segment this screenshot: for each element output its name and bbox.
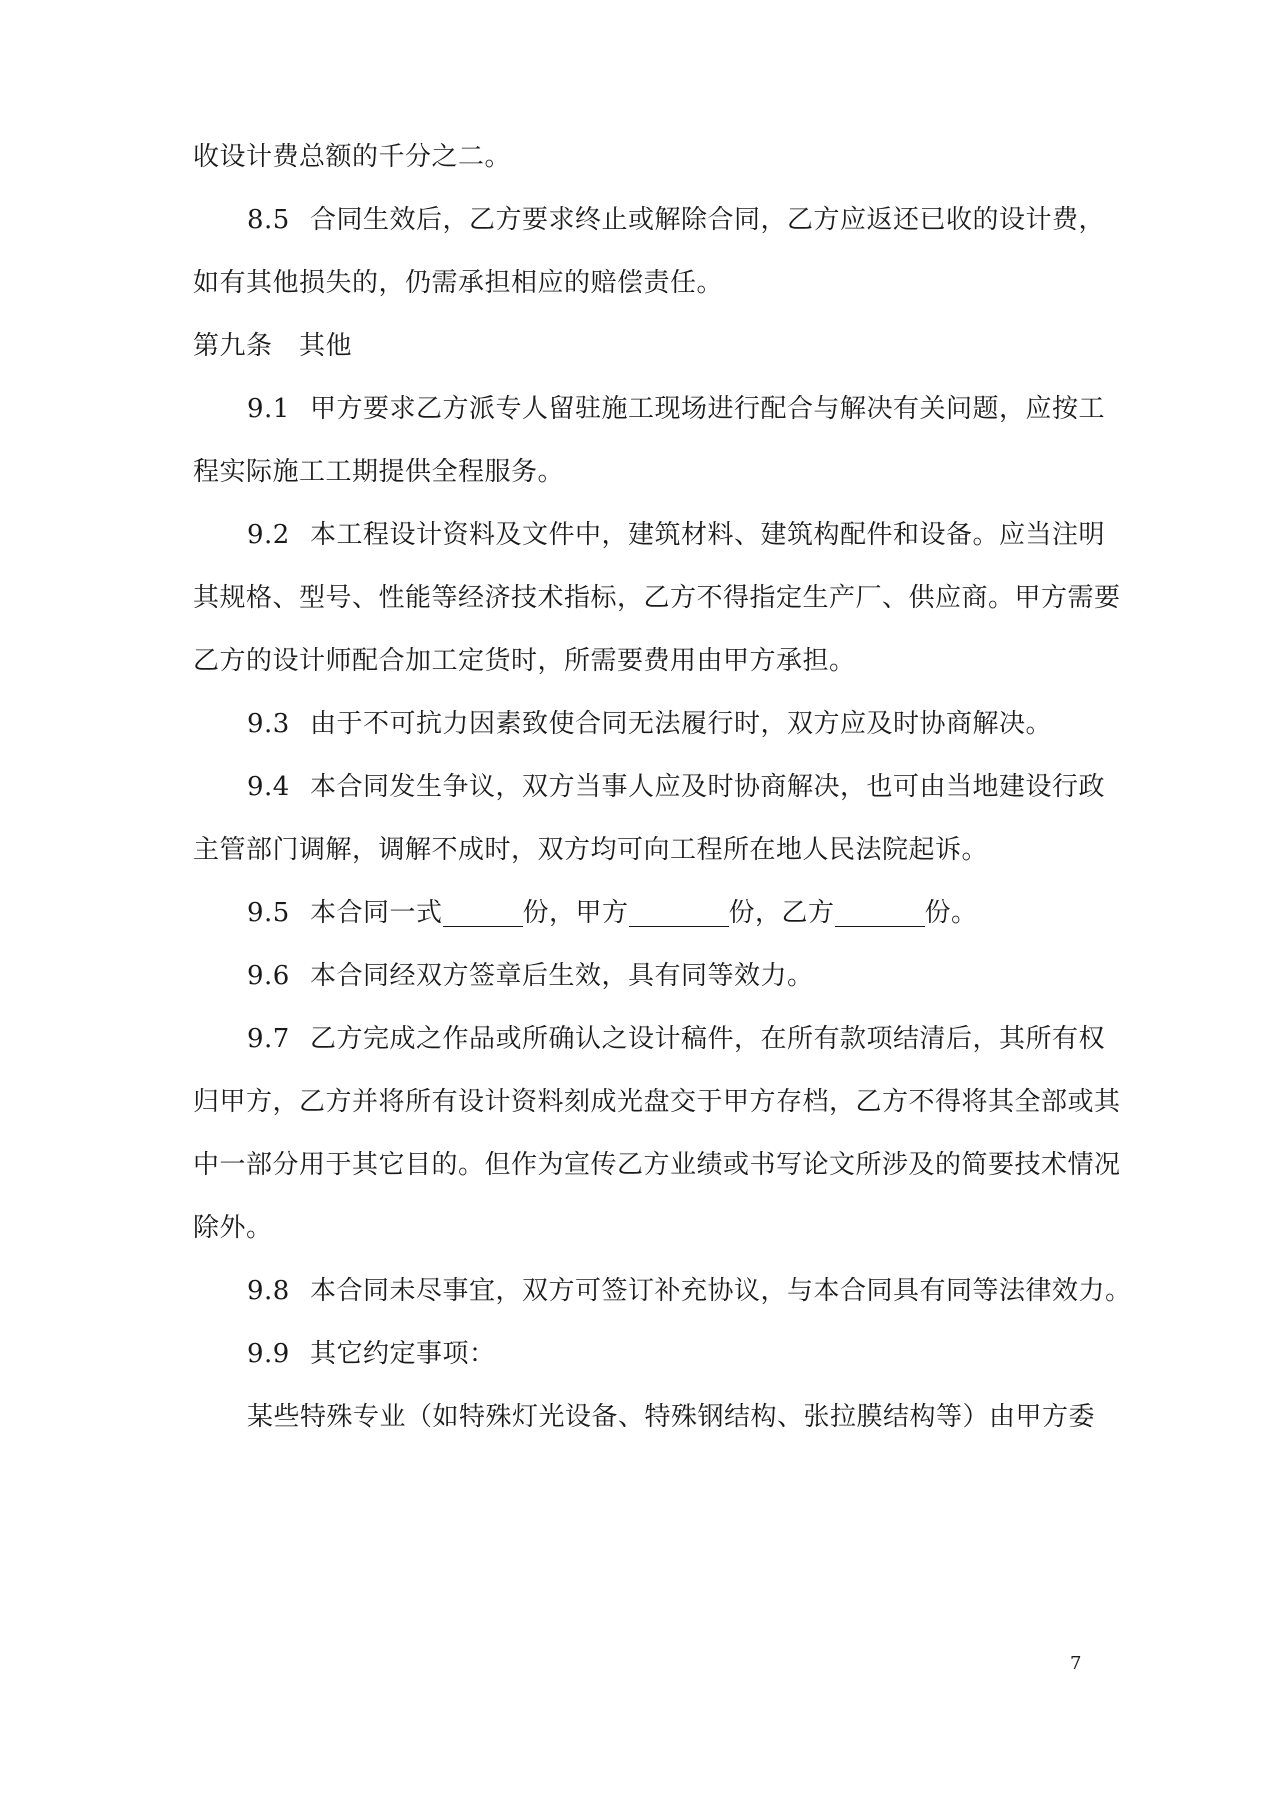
clause-8-5-line-2: 如有其他损失的，仍需承担相应的赔偿责任。 [193, 268, 724, 298]
clause-number: 9.7 [247, 1024, 290, 1054]
text-line: 某些特殊专业（如特殊灯光设备、特殊钢结构、张拉膜结构等）由甲方委 [247, 1402, 1096, 1432]
clause-number: 9.5 [247, 898, 290, 928]
text-line: 收设计费总额的千分之二。 [193, 142, 512, 172]
clause-9-8-line-1 [247, 1271, 1132, 1311]
clause-number: 9.2 [247, 520, 290, 550]
clause-9-1-line-1 [247, 389, 1105, 429]
clause-text: 其它约定事项： [310, 1339, 496, 1369]
clause-text: 份。 [924, 898, 978, 928]
article-9-heading: 第九条 其他 [193, 331, 353, 361]
copies-party-a-blank[interactable] [629, 896, 729, 927]
clause-text: 合同生效后，乙方要求终止或解除合同，乙方应返还已收的设计费， [310, 205, 1106, 235]
clause-9-6-line-1 [247, 956, 814, 996]
clause-9-9-line-1 [247, 1334, 496, 1374]
clause-text: 本合同发生争议，双方当事人应及时协商解决，也可由当地建设行政 [310, 772, 1106, 802]
clause-text: 乙方完成之作品或所确认之设计稿件，在所有款项结清后，其所有权 [310, 1024, 1106, 1054]
clause-text: 份，乙方 [728, 898, 835, 928]
clause-9-3-line-1 [247, 704, 1052, 744]
clause-9-7-line-3: 中一部分用于其它目的。但作为宣传乙方业绩或书写论文所涉及的简要技术情况 [193, 1150, 1121, 1180]
page-number: 7 [1070, 1653, 1082, 1674]
clause-9-7-line-2: 归甲方，乙方并将所有设计资料刻成光盘交于甲方存档，乙方不得将其全部或其 [193, 1087, 1121, 1117]
clause-text: 由于不可抗力因素致使合同无法履行时，双方应及时协商解决。 [310, 709, 1053, 739]
copies-party-b-blank[interactable] [835, 896, 925, 927]
clause-9-1-line-2: 程实际施工工期提供全程服务。 [193, 457, 565, 487]
clause-9-2-line-1 [247, 515, 1105, 555]
clause-9-7-line-4: 除外。 [193, 1213, 273, 1243]
clause-number: 8.5 [247, 205, 290, 235]
clause-number: 9.6 [247, 961, 290, 991]
copies-total-blank[interactable] [443, 896, 523, 927]
clause-text: 本合同经双方签章后生效，具有同等效力。 [310, 961, 814, 991]
clause-text: 本合同未尽事宜，双方可签订补充协议，与本合同具有同等法律效力。 [310, 1276, 1132, 1306]
clause-text: 本工程设计资料及文件中，建筑材料、建筑构配件和设备。应当注明 [310, 520, 1106, 550]
clause-9-4-line-1 [247, 767, 1105, 807]
clause-text: 份，甲方 [522, 898, 629, 928]
clause-number: 9.4 [247, 772, 290, 802]
clause-9-4-line-2: 主管部门调解，调解不成时，双方均可向工程所在地人民法院起诉。 [193, 835, 989, 865]
clause-text: 甲方要求乙方派专人留驻施工现场进行配合与解决有关问题，应按工 [310, 394, 1106, 424]
clause-number: 9.1 [247, 394, 290, 424]
clause-9-2-line-3: 乙方的设计师配合加工定货时，所需要费用由甲方承担。 [193, 646, 856, 676]
clause-number: 9.3 [247, 709, 290, 739]
clause-9-5-line-1 [247, 893, 978, 933]
clause-8-5-line-1 [247, 200, 1105, 240]
clause-9-7-line-1 [247, 1019, 1105, 1059]
clause-9-2-line-2: 其规格、型号、性能等经济技术指标，乙方不得指定生产厂、供应商。甲方需要 [193, 583, 1121, 613]
clause-number: 9.8 [247, 1276, 290, 1306]
clause-number: 9.9 [247, 1339, 290, 1369]
clause-text: 本合同一式 [310, 898, 443, 928]
